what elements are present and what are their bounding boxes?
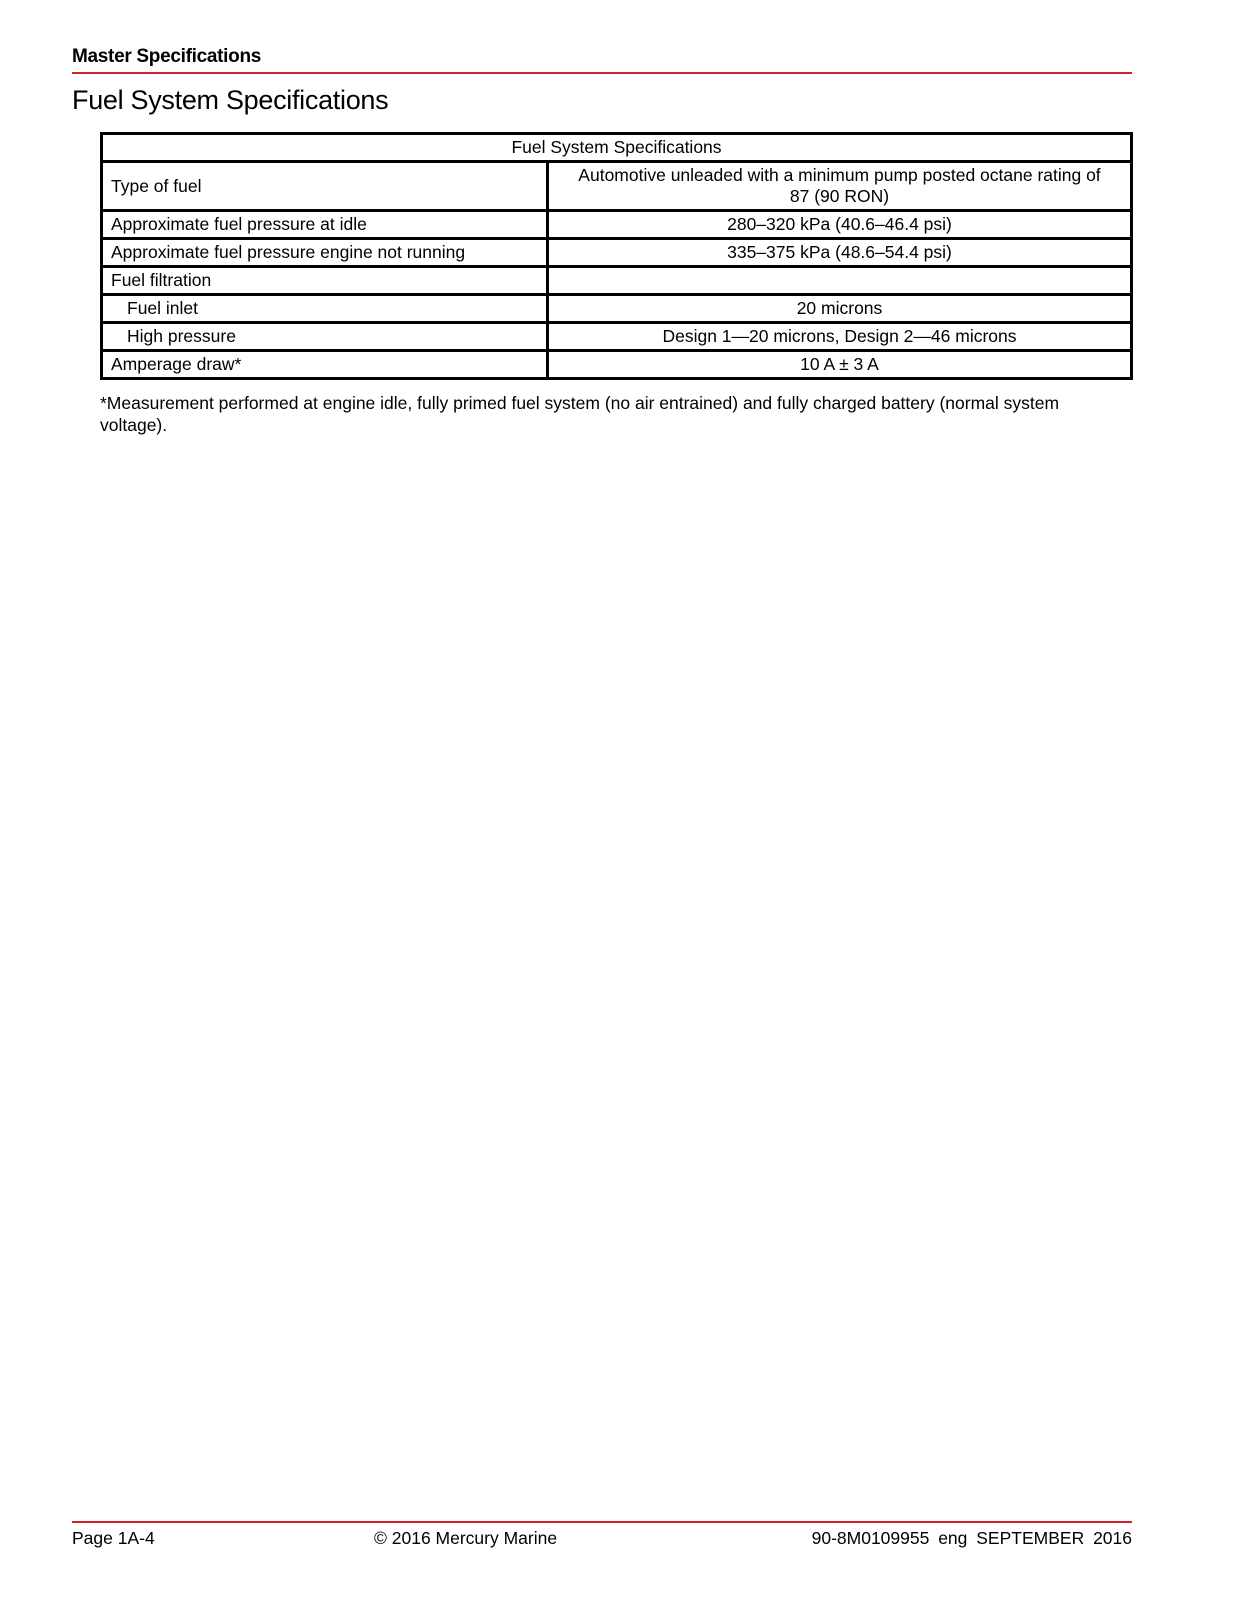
row-value: 20 microns <box>548 295 1132 323</box>
table-row <box>102 211 1132 239</box>
table-row <box>102 295 1132 323</box>
table-row <box>102 162 1132 211</box>
row-value-text: Automotive unleaded with a minimum pump posted octane rating of 87 (90 RON) <box>578 165 1101 206</box>
table-caption: Fuel System Specifications <box>102 134 1132 162</box>
header-rule <box>72 72 1132 74</box>
footer-rule <box>72 1521 1132 1523</box>
copyright: © 2016 Mercury Marine <box>374 1528 558 1548</box>
row-value: 280–320 kPa (40.6–46.4 psi) <box>548 211 1132 239</box>
fuel-spec-table <box>100 132 1133 380</box>
table-row <box>102 351 1132 379</box>
row-label: Fuel filtration <box>102 267 548 295</box>
table-row <box>102 323 1132 351</box>
page-number: Page 1A-4 <box>72 1528 155 1548</box>
row-label: Type of fuel <box>102 162 548 211</box>
row-value <box>548 162 1132 211</box>
page-title: Fuel System Specifications <box>72 85 389 115</box>
footnote: *Measurement performed at engine idle, fully primed fuel system (no air entrained) and fully charged battery (normal system voltage). <box>100 393 1060 435</box>
table-row <box>102 239 1132 267</box>
row-value: 335–375 kPa (48.6–54.4 psi) <box>548 239 1132 267</box>
row-label: Fuel inlet <box>102 295 548 323</box>
row-value: 10 A ± 3 A <box>548 351 1132 379</box>
row-label: High pressure <box>102 323 548 351</box>
table-row <box>102 267 1132 295</box>
table-header-row <box>102 134 1132 162</box>
document-info: 90-8M0109955 eng SEPTEMBER 2016 <box>811 1528 1132 1548</box>
section-header: Master Specifications <box>72 46 262 67</box>
row-value: Design 1—20 microns, Design 2—46 microns <box>548 323 1132 351</box>
row-label: Approximate fuel pressure engine not running <box>102 239 548 267</box>
row-label: Approximate fuel pressure at idle <box>102 211 548 239</box>
row-label: Amperage draw* <box>102 351 548 379</box>
row-value <box>548 267 1132 295</box>
